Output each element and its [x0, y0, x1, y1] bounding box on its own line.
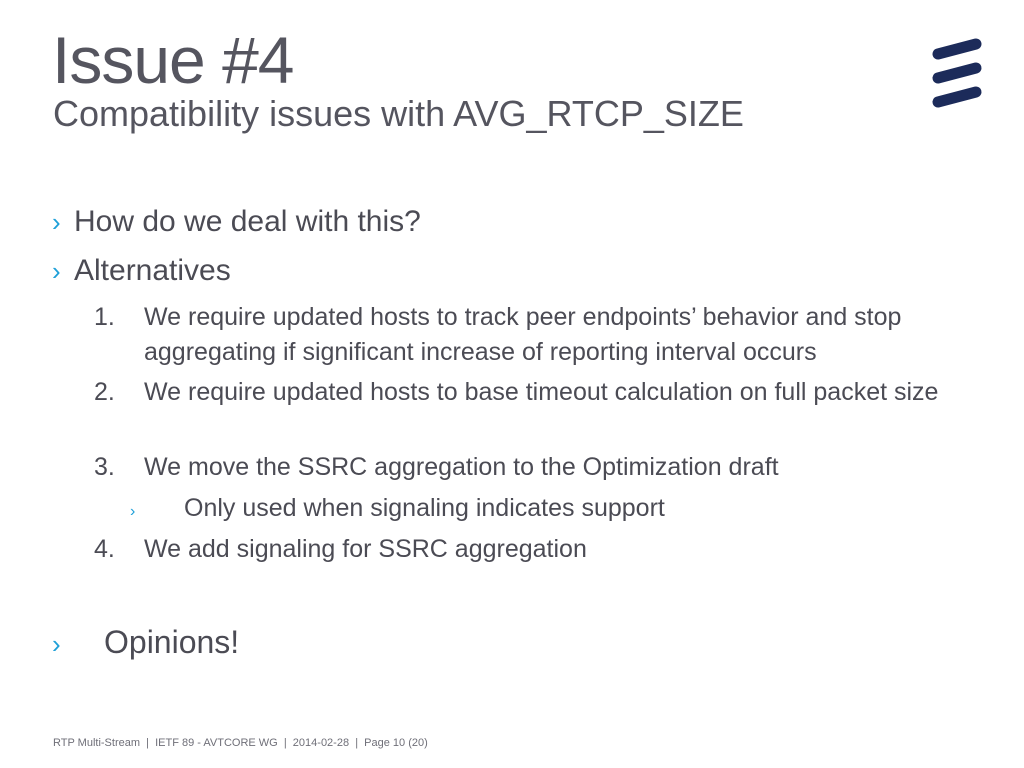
alternative-item-2 [94, 375, 984, 410]
bullet-alternatives [52, 253, 231, 289]
bullet-chevron-icon: › [52, 256, 61, 286]
ericsson-logo-icon [926, 38, 986, 110]
item-text: We require updated hosts to base timeout calculation on full packet size [144, 378, 939, 406]
alternative-item-4 [94, 532, 984, 567]
item-number: 3. [94, 453, 115, 481]
sub-bullet-chevron-icon: › [130, 503, 136, 520]
bullet-opinions [52, 624, 239, 660]
slide-subtitle: Compatibility issues with AVG_RTCP_SIZE [53, 93, 744, 134]
bullet-question [52, 204, 421, 240]
item-number: 2. [94, 378, 115, 406]
item-number: 1. [94, 303, 115, 331]
bullet-text: Alternatives [74, 254, 231, 287]
alternative-item-3 [94, 450, 984, 485]
item-text: We add signaling for SSRC aggregation [144, 535, 587, 563]
bullet-text: Opinions! [104, 624, 240, 660]
slide-title: Issue #4 [52, 23, 294, 97]
slide-footer: RTP Multi-Stream | IETF 89 - AVTCORE WG | 2014-02-28 | Page 10 (20) [53, 737, 428, 749]
sub-bullet-support [130, 491, 665, 529]
sub-bullet-text: Only used when signaling indicates support [184, 494, 665, 522]
item-number: 4. [94, 535, 115, 563]
bullet-chevron-icon: › [52, 207, 61, 237]
bullet-text: How do we deal with this? [74, 205, 421, 238]
item-text: We require updated hosts to track peer endpoints’ behavior and stop aggregating if significant increase of reporting interval occurs [144, 303, 902, 366]
item-text: We move the SSRC aggregation to the Optimization draft [144, 453, 779, 481]
alternative-item-1 [94, 300, 984, 370]
bullet-chevron-icon: › [52, 629, 61, 659]
